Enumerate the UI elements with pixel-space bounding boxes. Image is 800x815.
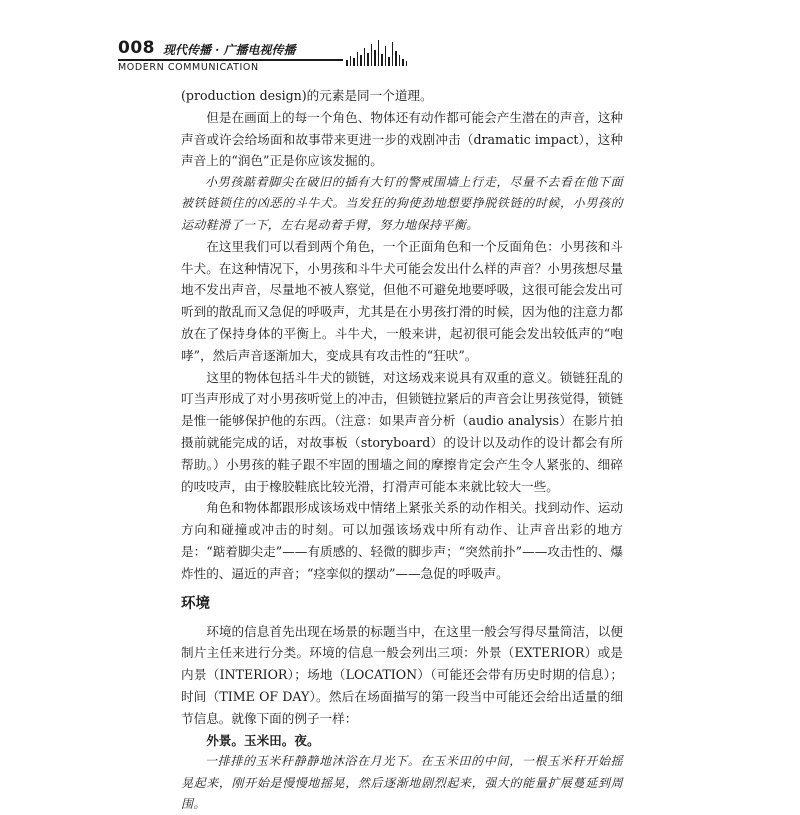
series-title: 现代传播 · 广播电视传播 xyxy=(163,43,296,57)
paragraph: 但是在画面上的每一个角色、物体还有动作都可能会产生潜在的声音，这种声音或许会给场面和故事带来更进一步的戏剧冲击（dramatic impact），这种声音上的“润色”正是你应该发掘的。 xyxy=(181,109,623,169)
scene-heading-text: 外景。玉米田。夜。 xyxy=(206,732,320,748)
section-heading: 环境 xyxy=(181,595,210,612)
script-excerpt: 小男孩踮着脚尖在破旧的插有大钉的警戒围墙上行走，尽量不去看在他下面被铁链锁住的凶恶的斗牛犬。当发狂的狗使劲地想要挣脱铁链的时候，小男孩的运动鞋滑了一下，左右晃动着手臂，努力地保持平衡。 xyxy=(181,175,623,232)
paragraph: 这里的物体包括斗牛犬的锁链，对这场戏来说具有双重的意义。锁链狂乱的叮当声形成了对小男孩听觉上的冲击，但锁链拉紧后的声音会让男孩觉得，锁链是惟一能够保护他的东西。（注意：如果声音分析（audio analysis）在影片拍摄前就能完成的话，对故事板（storyboard）的设计以及动作的设计都会有所帮助。）小男孩的鞋子跟不牢固的围墙之间的摩擦肯定会产生令人紧张的、细碎的吱吱声，由于橡胶鞋底比较光滑，打滑声可能本来就比较大一些。 xyxy=(181,369,623,494)
paragraph: 环境的信息首先出现在场景的标题当中，在这里一般会写得尽量简洁，以便制片主任来进行分类。环境的信息一般会列出三项：外景（EXTERIOR）或是内景（INTERIOR）；场地（LOCATION）（可能还会带有历史时期的信息）；时间（TIME OF DAY）。然后在场面描写的第一段当中可能还会给出适量的细节信息。就像下面的例子一样： xyxy=(181,623,623,726)
paragraph: (production design)的元素是同一个道理。 xyxy=(181,88,433,103)
brand-text: MODERN COMMUNICATION xyxy=(118,62,259,73)
barcode-decoration xyxy=(346,38,476,66)
paragraph: 在这里我们可以看到两个角色，一个正面角色和一个反面角色：小男孩和斗牛犬。在这种情况下，小男孩和斗牛犬可能会发出什么样的声音？小男孩想尽量地不发出声音，尽量地不被人察觉，但他不可避免地要呼吸，这很可能会发出可听到的散乱而又急促的呼吸声，尤其是在小男孩打滑的时候，因为他的注意力都放在了保持身体的平衡上。斗牛犬，一般来讲，起初很可能会发出较低声的“咆哮”，然后声音逐渐加大，变成具有攻击性的“狂吠”。 xyxy=(181,238,623,363)
page-header xyxy=(118,38,598,78)
paragraph: 角色和物体都跟形成该场戏中情绪上紧张关系的动作相关。找到动作、运动方向和碰撞或冲击的时刻。可以加强该场戏中所有动作、让声音出彩的地方是：“踮着脚尖走”——有质感的、轻微的脚步声；“突然前扑”——攻击性的、爆炸性的、逼近的声音；“痉挛似的摆动”——急促的呼吸声。 xyxy=(181,500,623,581)
page-content xyxy=(181,85,623,815)
header-rule xyxy=(118,59,343,61)
script-excerpt: 一排排的玉米秆静静地沐浴在月光下。在玉米田的中间，一根玉米秆开始摇晃起来，刚开始是慢慢地摇晃，然后逐渐地剧烈起来，强大的能量扩展蔓延到周围。 xyxy=(181,754,623,811)
scene-heading xyxy=(181,730,623,752)
page-number: 008 xyxy=(118,38,155,58)
